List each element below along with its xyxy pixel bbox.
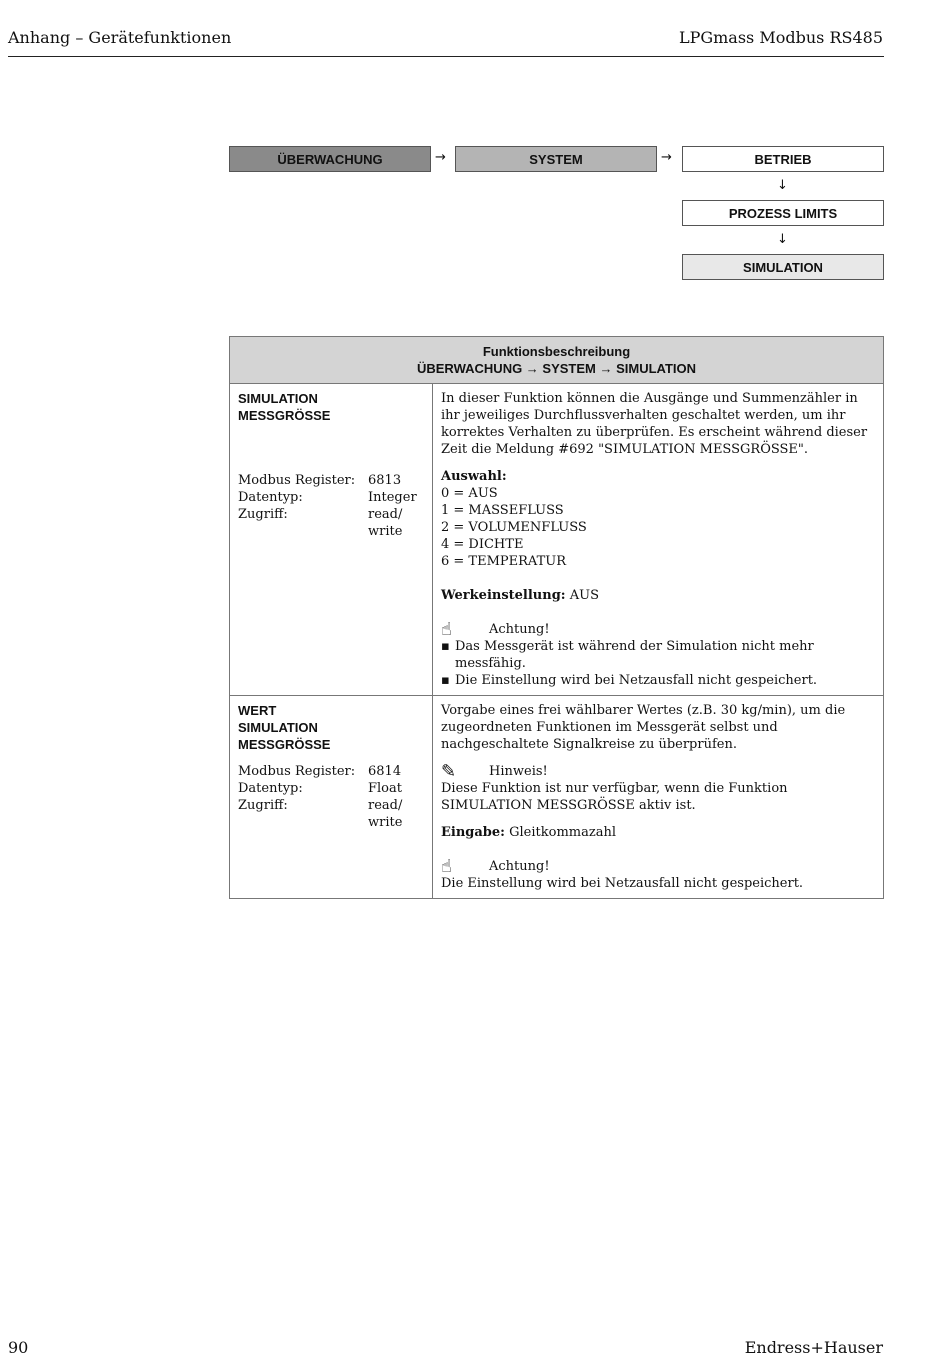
warning-note	[441, 858, 875, 875]
nav-box-betrieb	[682, 146, 884, 172]
hint-text: Diese Funktion ist nur verfügbar, wenn die Funktion SIMULATION MESSGRÖSSE aktiv ist.	[441, 781, 788, 813]
function-info-cell	[230, 384, 433, 696]
register-label: Modbus Register:	[238, 764, 356, 779]
warning-list	[441, 638, 875, 689]
footer-brand: Endress+Hauser	[744, 1338, 883, 1357]
warning-label: Achtung!	[489, 622, 550, 637]
register-info	[238, 472, 424, 540]
nav-label: SIMULATION	[743, 259, 823, 275]
pointing-hand-icon: ☝	[441, 619, 452, 640]
datatype-value: Float	[368, 781, 402, 796]
nav-label: BETRIEB	[754, 151, 812, 167]
nav-box-prozess-limits	[682, 200, 884, 226]
option-item: 1 = MASSEFLUSS	[441, 503, 564, 518]
table-path: ÜBERWACHUNG → SYSTEM → SIMULATION	[416, 361, 697, 376]
access-label: Zugriff:	[238, 798, 288, 813]
list-item: ▪ Die Einstellung wird bei Netzausfall nicht gespeichert.	[441, 672, 875, 689]
table-row	[230, 384, 884, 696]
list-item: ▪ Das Messgerät ist während der Simulation nicht mehr messfähig.	[441, 638, 875, 672]
header-section-title: Anhang – Gerätefunktionen	[8, 28, 232, 47]
page-number: 90	[8, 1338, 29, 1357]
input-label: Eingabe:	[441, 825, 505, 840]
function-name: WERT SIMULATION MESSGRÖSSE	[238, 703, 331, 752]
option-item: 2 = VOLUMENFLUSS	[441, 520, 587, 535]
description-text: In dieser Funktion können die Ausgänge und Summenzähler in ihr jeweiliges Durchflussverhalten geschaltet werden, um ihr korrektes Verhalten zu überprüfen. Es erscheint während dieser Zeit die Meldung #692 "SIMULATION MESSGRÖSSE".	[441, 391, 868, 457]
access-label: Zugriff:	[238, 507, 288, 522]
hint-note	[441, 763, 875, 780]
table-header	[230, 337, 884, 384]
option-item: 6 = TEMPERATUR	[441, 554, 567, 569]
warning-label: Achtung!	[489, 859, 550, 874]
option-item: 0 = AUS	[441, 486, 498, 501]
warning-text: Die Einstellung wird bei Netzausfall nicht gespeichert.	[441, 876, 804, 891]
hint-label: Hinweis!	[489, 764, 548, 779]
table-row	[230, 696, 884, 899]
warning-note	[441, 621, 875, 638]
selection-label: Auswahl:	[441, 469, 507, 484]
function-description-cell	[433, 696, 884, 899]
function-description-cell	[433, 384, 884, 696]
header-divider	[8, 56, 884, 57]
datatype-value: Integer	[368, 490, 417, 505]
register-value: 6813	[368, 473, 402, 488]
access-value: read/ write	[368, 507, 403, 539]
default-label: Werkeinstellung:	[441, 588, 566, 603]
default-value: AUS	[569, 588, 599, 603]
register-value: 6814	[368, 764, 402, 779]
register-info	[238, 763, 424, 831]
nav-label: PROZESS LIMITS	[728, 205, 838, 221]
arrow-right-icon: →	[661, 150, 672, 165]
datatype-label: Datentyp:	[238, 781, 303, 796]
description-text: Vorgabe eines frei wählbarer Wertes (z.B. 30 kg/min), um die zugeordneten Funktionen im Messgerät selbst und nachgeschaltete Signalkreise zu überprüfen.	[441, 703, 846, 752]
nav-label: SYSTEM	[529, 151, 583, 167]
pencil-icon: ✎	[441, 761, 457, 782]
pointing-hand-icon: ☝	[441, 856, 452, 877]
function-info-cell	[230, 696, 433, 899]
function-name: SIMULATION MESSGRÖSSE	[238, 391, 331, 423]
arrow-right-icon: →	[435, 150, 446, 165]
register-label: Modbus Register:	[238, 473, 356, 488]
nav-box-simulation	[682, 254, 884, 280]
arrow-down-icon: ↓	[777, 178, 788, 193]
nav-box-ueberwachung	[229, 146, 431, 172]
table-title: Funktionsbeschreibung	[482, 344, 631, 359]
input-value: Gleitkommazahl	[509, 825, 616, 840]
nav-label: ÜBERWACHUNG	[277, 151, 383, 167]
option-item: 4 = DICHTE	[441, 537, 524, 552]
arrow-down-icon: ↓	[777, 232, 788, 247]
header-product-name: LPGmass Modbus RS485	[678, 28, 883, 47]
nav-box-system	[455, 146, 657, 172]
access-value: read/ write	[368, 798, 403, 830]
datatype-label: Datentyp:	[238, 490, 303, 505]
function-description-table	[229, 336, 884, 899]
